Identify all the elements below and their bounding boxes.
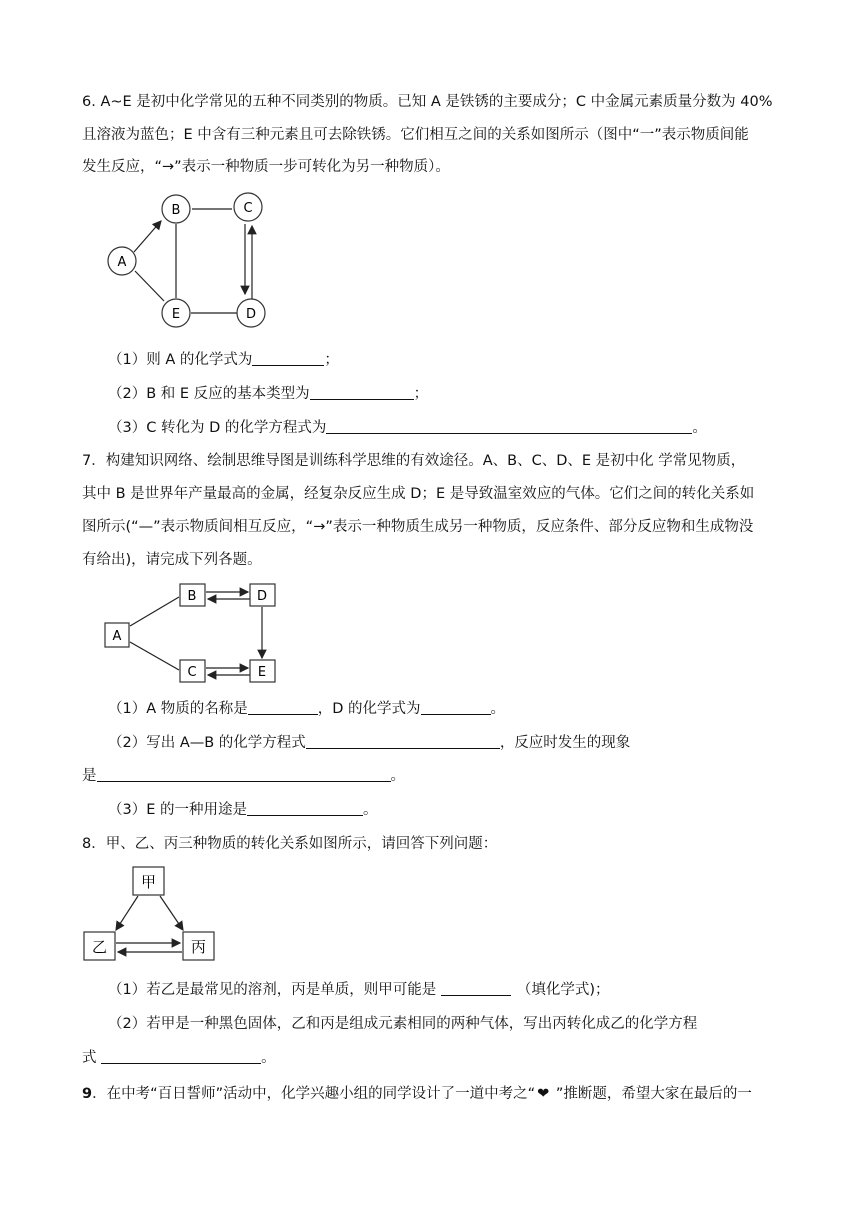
q6-node-c [234,193,262,221]
q7-text-line-1: 7．构建知识网络、绘制思维导图是训练科学思维的有效途径。A、B、C、D、E 是初中化 学常见物质， [82,453,746,469]
q8-sub2-cont [82,1048,276,1068]
q7-sub2-text-b: ，反应时发生的现象 [499,735,631,751]
q8-edge-jia-yi [116,896,138,930]
q7-sub2-blank-1[interactable] [306,734,500,749]
q6-sub3-text: （3）C 转化为 D 的化学方程式为 [108,420,327,436]
q6-edge-a-e [135,271,164,301]
q7-sub1 [108,699,505,719]
q7-node-a [105,623,129,647]
q6-sub2 [108,384,428,404]
q6-sub2-end: ； [413,386,429,402]
q6-sub1-text: （1）则 A 的化学式为 [108,352,253,368]
q7-sub2-cont [82,766,405,786]
q8-sub2-text-b: 式 [82,1050,102,1066]
q7-node-e [250,660,275,682]
q7-sub2-text-c: 是 [82,768,97,784]
q6-sub2-blank[interactable] [310,385,414,400]
svg-text:B: B [187,589,197,604]
q6-sub1 [108,350,339,370]
q6-sub1-end: ； [324,352,339,368]
q6-sub3 [108,418,707,438]
svg-text:A: A [112,629,122,644]
q8-sub1-blank[interactable] [441,981,511,996]
q7-sub1-text-b: ，D 的化学式为 [317,701,421,717]
q6-node-d [237,299,265,327]
q8-node-yi [84,932,115,960]
svg-text:E: E [171,307,181,322]
q7-sub2-end: 。 [390,768,405,784]
q6-text-line-3: 发生反应，“→”表示一种物质一步可转化为另一种物质）。 [82,159,450,175]
q8-sub1-text-a: （1）若乙是最常见的溶剂，丙是单质，则甲可能是 [108,982,441,998]
q8-sub1-text-b: （填化学式)； [516,982,610,998]
q8-sub2-end: 。 [261,1050,276,1066]
svg-text:C: C [187,665,197,680]
q6-edge-a-b [134,221,161,252]
q7-node-c [180,660,205,682]
q6-text-line-2: 且溶液为蓝色；E 中含有三种元素且可去除铁锈。它们相互之间的关系如图所示（图中“一”表示物质间能 [82,127,749,143]
q9-text-a: ．在中考“百日誓师”活动中，化学兴趣小组的同学设计了一道中考之“ [92,1086,536,1102]
q7-edge-a-c [130,642,179,670]
svg-text:甲: 甲 [140,873,157,891]
q6-node-b [162,195,190,223]
q7-node-b [180,584,205,606]
q9-text-b: ”推断题，希望大家在最后的一 [551,1086,752,1102]
svg-text:E: E [257,665,267,680]
svg-text:乙: 乙 [91,938,108,956]
q7-text-line-2: 其中 B 是世界年产量最高的金属，经复杂反应生成 D；E 是导致温室效应的气体。它们之间的转化关系如 [82,486,755,502]
q8-sub2-text-a: （2）若甲是一种黑色固体，乙和丙是组成元素相同的两种气体，写出丙转化成乙的化学方程 [108,1016,698,1032]
svg-text:D: D [256,589,268,604]
q8-diagram [80,864,220,964]
q7-sub3-text: （3）E 的一种用途是 [108,802,247,818]
q6-sub2-text: （2）B 和 E 反应的基本类型为 [108,386,310,402]
q8-diagram-svg [80,864,220,964]
q7-node-d [250,584,275,606]
q7-edge-a-b [130,597,179,626]
q7-sub3-end: 。 [363,802,378,818]
q7-sub3-blank[interactable] [247,801,363,816]
q7-sub1-blank-2[interactable] [421,700,491,715]
q6-node-a [108,247,136,275]
q7-diagram-svg [100,580,290,690]
heart-icon: ❤ [537,1086,550,1102]
q6-node-e [162,299,190,327]
svg-text:丙: 丙 [190,938,207,956]
q7-sub2-text-a: （2）写出 A—B 的化学方程式 [108,735,306,751]
q7-sub1-blank-1[interactable] [248,700,318,715]
q8-text-line: 8．甲、乙、丙三种物质的转化关系如图所示，请回答下列问题： [82,836,498,852]
q8-sub1 [108,980,610,1000]
q6-diagram-svg [100,188,280,333]
q7-sub2 [108,733,630,753]
q7-sub1-end: 。 [490,701,506,717]
q6-sub1-blank[interactable] [252,351,324,366]
q7-sub2-blank-2[interactable] [97,767,391,782]
q6-diagram [100,188,280,333]
svg-text:A: A [117,255,127,270]
q7-text-line-3: 图所示(“—”表示物质间相互反应，“→”表示一种物质生成另一种物质，反应条件、部分反应物和生成物没 [82,519,754,535]
q8-sub2-blank[interactable] [101,1049,261,1064]
svg-text:B: B [171,203,181,218]
svg-text:C: C [243,201,253,216]
q7-sub3 [108,800,378,820]
q6-sub3-end: 。 [692,420,707,436]
q8-sub2 [108,1014,697,1034]
q8-node-bing [183,932,214,960]
q8-edge-jia-bing [160,896,183,930]
q9-number: 9 [82,1086,93,1102]
q7-diagram [100,580,290,690]
q8-node-jia [133,867,164,895]
q7-text-line-4: 有给出)，请完成下列各题。 [82,552,262,568]
svg-text:D: D [245,307,257,322]
q9-text-line [82,1084,752,1104]
q6-sub3-blank[interactable] [326,419,692,434]
q7-sub1-text-a: （1）A 物质的名称是 [108,701,248,717]
q6-text-line-1: 6. A~E 是初中化学常见的五种不同类别的物质。已知 A 是铁锈的主要成分；C 中金属元素质量分数为 40% [82,94,773,110]
